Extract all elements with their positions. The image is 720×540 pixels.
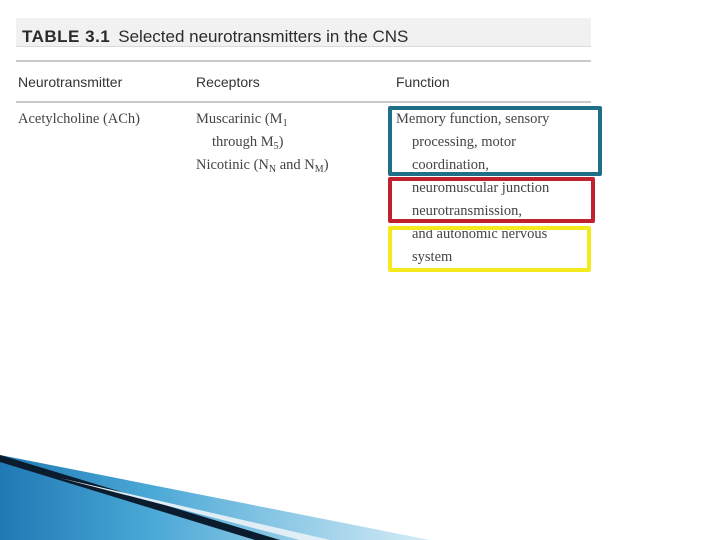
function-line: coordination, [412, 157, 489, 173]
highlight-box-yellow [388, 226, 591, 272]
function-line: processing, motor [412, 134, 516, 150]
table-title-text: Selected neurotransmitters in the CNS [118, 27, 409, 46]
table-title [22, 27, 408, 47]
cell-neurotransmitter: Acetylcholine (ACh) [18, 111, 141, 127]
highlight-box-blue [388, 106, 602, 176]
cell-receptor-range: through $M_5$) [212, 134, 284, 152]
table-header-rule [16, 101, 591, 103]
function-line: and autonomic nervous [412, 226, 548, 242]
header-neurotransmitter: Neurotransmitter [18, 74, 123, 90]
function-line: Memory function, sensory [396, 111, 550, 127]
table-top-rule [16, 60, 591, 62]
highlight-box-red [388, 177, 595, 223]
header-function: Function [396, 74, 450, 90]
table-number: TABLE 3.1 [22, 27, 111, 46]
decorative-wedge [0, 450, 720, 540]
header-receptors: Receptors [196, 74, 260, 90]
function-line: neurotransmission, [412, 203, 522, 219]
function-line: neuromuscular junction [412, 180, 550, 196]
cell-receptor-nicotinic: Nicotinic ($N_N$ and $N_M$) [196, 157, 329, 175]
function-line: system [412, 249, 453, 265]
cell-receptor-muscarinic: Muscarinic ($M_1$ [196, 111, 288, 129]
